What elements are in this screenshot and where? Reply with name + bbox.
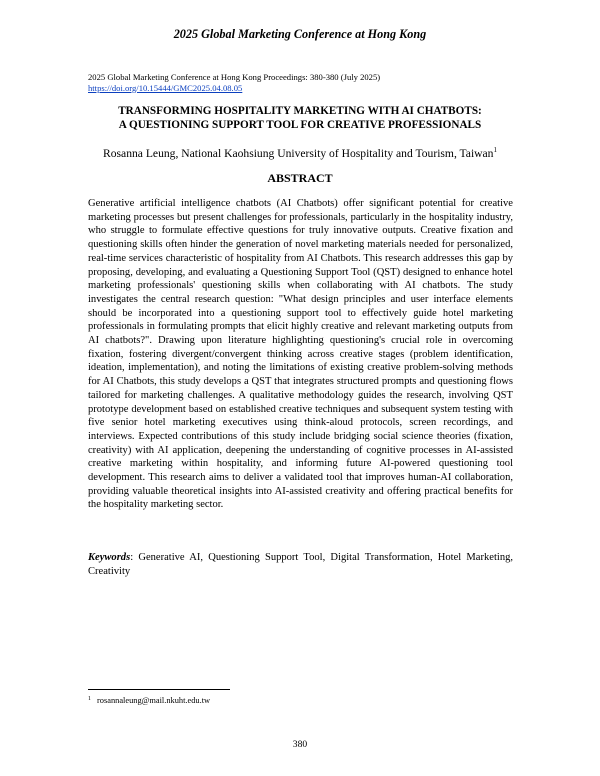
abstract-heading: ABSTRACT — [267, 171, 333, 185]
paper-title — [60, 104, 540, 132]
footnote-email: rosannaleung@mail.nkuht.edu.tw — [97, 696, 211, 705]
footnote-mark: 1 — [88, 696, 91, 702]
doi-link[interactable]: https://doi.org/10.15444/GMC2025.04.08.05 — [88, 82, 243, 93]
footnote-divider — [88, 689, 230, 690]
author-text: Rosanna Leung, National Kaohsiung University of Hospitality and Tourism, Taiwan — [103, 147, 494, 160]
abstract-body: Generative artificial intelligence chatbots (AI Chatbots) offer significant potential for creative marketing processes but present challenges for professionals, particularly in the hospitality industry, who struggle to formulate effective questions for truly innovative outputs. Creative fixation and questioning skills often hinder the generation of novel marketing materials needed for personalized, real-time services characteristic of hospitality from AI Chatbots. This research addresses this gap by proposing, developing, and evaluating a Questioning Support Tool (QST) designed to enhance hotel marketing professionals' questioning skills when collaborating with AI chatbots. The study investigates the central research question: "What design principles and user interface elements should be incorporated into a questioning support tool to effectively guide hotel marketing professionals in formulating prompts that elicit highly creative and relevant marketing outputs from AI chatbots?". Drawing upon literature highlighting questioning's crucial role in overcoming fixation, fostering divergent/convergent thinking across creative stages (problem identification, ideation, implementation), and noting the limitations of existing creative problem-solving methods for AI Chatbots, this study develops a QST that integrates structured prompts and questioning flows tailored for marketing challenges. A qualitative methodology guides the research, involving QST prototype development based on established creative techniques and subsequent system testing with five senior hotel marketing executives using think-aloud protocols, screen recordings, and interviews. Expected contributions of this study include bridging social science theories (fixation, creativity) with AI application, deepening the understanding of cognitive processes in AI-assisted creative marketing within hospitality, and informing future AI-powered questioning tool development. This research aims to deliver a validated tool that improves human-AI collaboration, providing valuable theoretical insights into AI-assisted creativity and offering practical benefits for the hospitality marketing sector. — [88, 198, 513, 511]
footnote — [88, 696, 210, 705]
title-line-1: TRANSFORMING HOSPITALITY MARKETING WITH AI CHATBOTS: — [118, 105, 482, 117]
proceedings-citation: 2025 Global Marketing Conference at Hong Kong Proceedings: 380-380 (July 2025) — [88, 72, 381, 82]
keywords-text: : Generative AI, Questioning Support Tool, Digital Transformation, Hotel Marketing, Creativity — [88, 552, 513, 577]
keywords-label: Keywords — [88, 552, 131, 563]
author-footnote-mark: 1 — [493, 146, 497, 154]
title-line-2: A QUESTIONING SUPPORT TOOL FOR CREATIVE PROFESSIONALS — [118, 119, 482, 131]
keywords-paragraph — [88, 551, 513, 578]
page-number: 380 — [292, 739, 308, 750]
running-header: 2025 Global Marketing Conference at Hong Kong — [173, 27, 427, 41]
author-affiliation — [0, 146, 600, 160]
proceedings-info — [88, 72, 380, 93]
